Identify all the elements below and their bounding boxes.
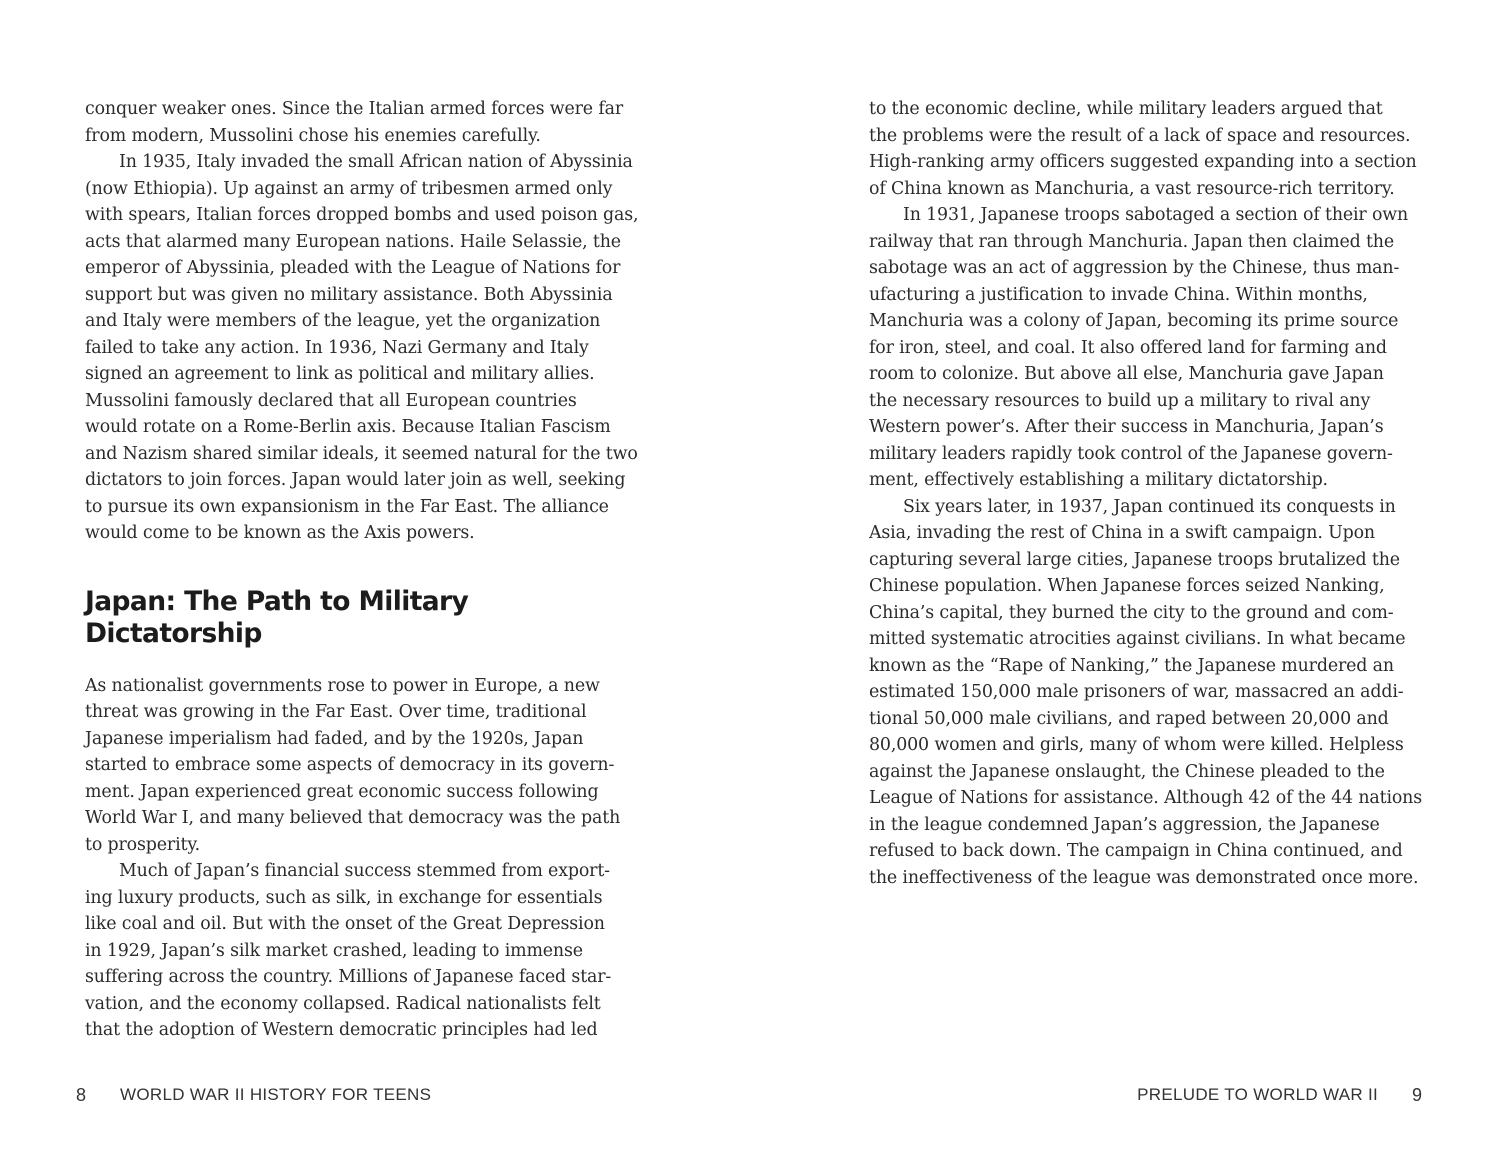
running-head-right: PRELUDE TO WORLD WAR II [1137,1085,1378,1104]
section-heading: Japan: The Path to Military Dictatorship [85,585,469,649]
body-paragraph: Much of Japan’s financial success stemmed from export- ing luxury products, such as silk, in exchange for essentials like coal and oil. But with the onset of the Great Depression in 1929, Japan’s silk market crashed, leading to immense suffering across the country. Millions of Japanese faced star- vation, and the economy collapsed. Radical nationalists felt that the adoption of Western democratic principles had led [85,861,612,1040]
left-page-text-column [85,96,645,1044]
running-head-left: WORLD WAR II HISTORY FOR TEENS [120,1085,432,1104]
right-page-text-column [869,96,1429,891]
body-paragraph: In 1935, Italy invaded the small African nation of Abyssinia (now Ethiopia). Up against an army of tribesmen armed only with spears, Italian forces dropped bombs and used poison gas, acts that alarmed many European nations. Haile Selassie, the emperor of Abyssinia, pleaded with the League of Nations for support but was given no military assistance. Both Abyssinia and Italy were members of the league, yet the organization failed to take any action. In 1936, Nazi Germany and Italy signed an agreement to link as political and military allies. Mussolini famously declared that all European countries would rotate on a Rome-Berlin axis. Because Italian Fascism and Nazism shared similar ideals, it seemed natural for the two dictators to join forces. Japan would later join as well, seeking to pursue its own expansionism in the Far East. The alliance would come to be known as the Axis powers. [85,152,639,543]
body-paragraph: In 1931, Japanese troops sabotaged a section of their own railway that ran through Manchuria. Japan then claimed the sabotage was an act of aggression by the Chinese, thus man- ufacturing a justification to invade China. Within months, Manchuria was a colony of Japan, becoming its prime source for iron, steel, and coal. It also offered land for farming and room to colonize. But above all else, Manchuria gave Japan the necessary resources to build up a military to rival any Western power’s. After their success in Manchuria, Japan’s military leaders rapidly took control of the Japanese govern- ment, effectively establishing a military dictatorship. [869,205,1409,490]
body-paragraph: to the economic decline, while military leaders argued that the problems were the result of a lack of space and resources. High-ranking army officers suggested expanding into a section of China known as Manchuria, a vast resource-rich territory. [869,99,1417,199]
page-number-right: 9 [1411,1085,1422,1105]
page-number-left: 8 [76,1085,87,1105]
right-page [750,0,1500,1159]
body-paragraph: As nationalist governments rose to power in Europe, a new threat was growing in the Far East. Over time, traditional Japanese imperialism had faded, and by the 1920s, Japan started to embrace some aspects of democracy in its govern- ment. Japan experienced great economic success following World War I, and many believed that democracy was the path to prosperity. [85,675,621,855]
body-paragraph: conquer weaker ones. Since the Italian armed forces were far from modern, Mussolini chose his enemies carefully. [85,99,623,146]
body-paragraph: Six years later, in 1937, Japan continued its conquests in Asia, invading the rest of China in a swift campaign. Upon capturing several large cities, Japanese troops brutalized the Chinese population. When Japanese forces seized Nanking, China’s capital, they burned the city to the ground and com- mitted systematic atrocities against civilians. In what became known as the “Rape of Nanking,” the Japanese murdered an estimated 150,000 male prisoners of war, massacred an addi- tional 50,000 male civilians, and raped between 20,000 and 80,000 women and girls, many of whom were killed. Helpless against the Japanese onslaught, the Chinese pleaded to the League of Nations for assistance. Although 42 of the 44 nations in the league condemned Japan’s aggression, the Japanese refused to back down. The campaign in China continued, and the ineffectiveness of the league was demonstrated once more. [869,496,1423,888]
